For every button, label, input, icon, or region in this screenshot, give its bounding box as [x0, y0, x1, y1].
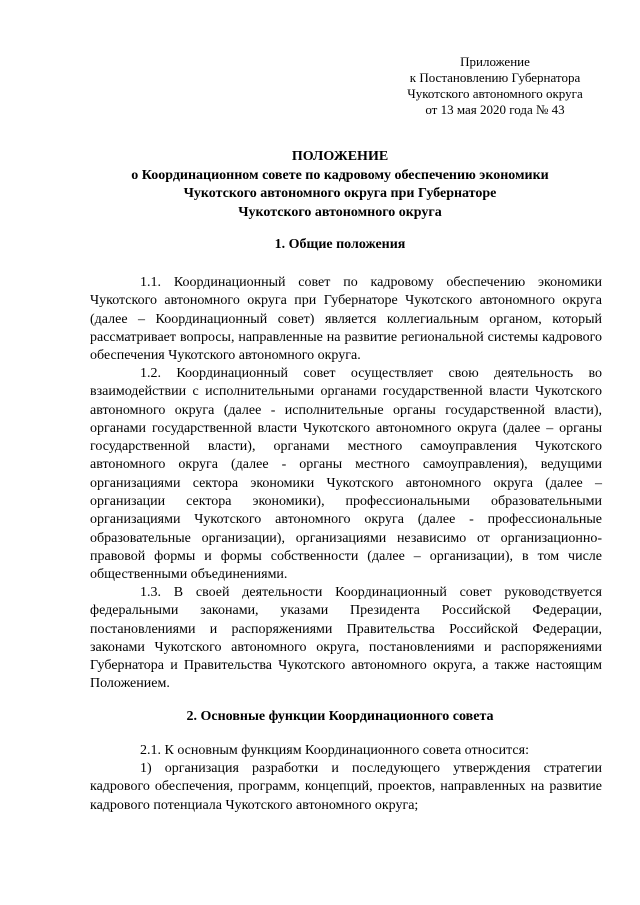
paragraph-1-3: 1.3. В своей деятельности Координационный совет руководствуется федеральными законами, указами Президента Российской Федерации, постановлениями и распоряжениями Правительства Российской Федерации, законами Чукотского автономного округа, постановлениями и распоряжениями Губернатора и Правительства Чукотского автономного округа, а также настоящим Положением. [90, 585, 602, 692]
appendix-line-3: Чукотского автономного округа [407, 86, 583, 101]
document-title [80, 148, 600, 222]
appendix-line-4: от 13 мая 2020 года № 43 [425, 102, 565, 117]
title-line-3: Чукотского автономного округа при Губернаторе [183, 186, 497, 201]
section-2-heading: 2. Основные функции Координационного совета [186, 709, 494, 724]
title-line-4: Чукотского автономного округа [238, 204, 442, 220]
appendix-line-2: к Постановлению Губернатора [409, 70, 581, 85]
title-line-2: о Координационном совете по кадровому обеспечению экономики [131, 167, 549, 183]
section-1-heading: 1. Общие положения [274, 237, 406, 252]
paragraph-1-1: 1.1. Координационный совет по кадровому обеспечению экономики Чукотского автономного округа при Губернаторе Чукотского автономного округа (далее – Координационный совет) является коллегиальным органом, который рассматривает вопросы, направленные на развитие региональной системы кадрового обеспечения Чукотского автономного округа. [90, 275, 602, 364]
appendix-line-1: Приложение [460, 54, 530, 69]
appendix-header [395, 54, 595, 118]
title-line-1: ПОЛОЖЕНИЕ [291, 149, 389, 164]
paragraph-2-1-item-1: 1) организация разработки и последующего утверждения стратегии кадрового обеспечения, программ, концепций, проектов, направленных на развитие кадрового потенциала Чукотского автономного округа; [90, 761, 602, 813]
paragraph-2-1: 2.1. К основным функциям Координационного совета относится: [140, 743, 529, 758]
paragraph-1-2: 1.2. Координационный совет осуществляет свою деятельность во взаимодействии с исполнительными органами государственной власти Чукотского автономного округа (далее - исполнительные органы государственной власти), органами государственной власти Чукотского автономного округа (далее – органы государственной власти), органами местного самоуправления Чукотского автономного округа (далее - органы местного самоуправления), ведущими организациями сектора экономики Чукотского автономного округа (далее – организации сектора экономики), профессиональными образовательными организациями Чукотского автономного округа (далее - профессиональные образовательные организации), организациями независимо от организационно-правовой формы и формы собственности (далее – организации), в том числе общественными объединениями. [90, 366, 602, 583]
